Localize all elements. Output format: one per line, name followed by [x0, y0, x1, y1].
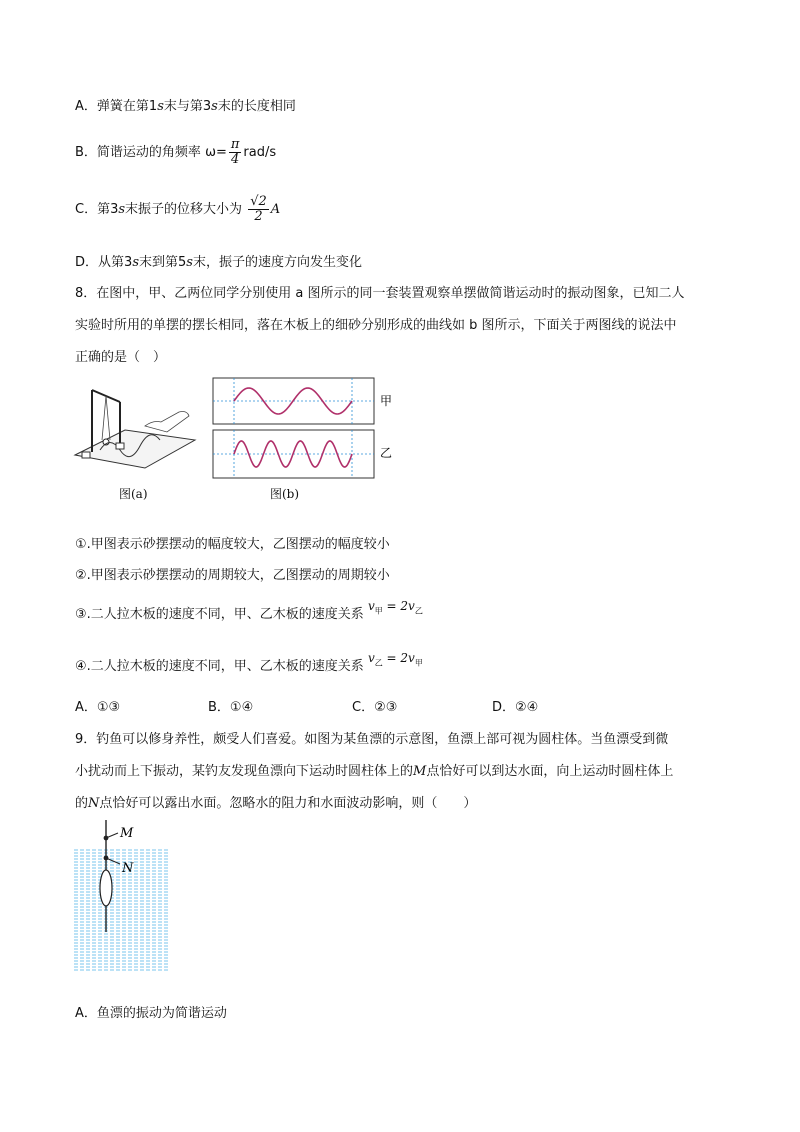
- q8-choice-a: A．①③: [75, 700, 121, 715]
- q7-option-c: C．第3s末振子的位移大小为 $\frac{√2}{2}$ A: [75, 194, 281, 224]
- q9-stem-line2: 小扰动而上下振动，某钓友发现鱼漂向下运动时圆柱体上的M点恰好可以到达水面，向上运动时圆柱体上: [75, 764, 674, 779]
- q8-item-3: ③.二人拉木板的速度不同，甲、乙木板的速度关系 $v_甲 = 2v_乙$: [75, 599, 423, 622]
- q8-item-1: ①.甲图表示砂摆摆动的幅度较大，乙图摆动的幅度较小: [75, 537, 390, 552]
- figure-b-traces: [212, 377, 392, 481]
- q9-option-a: A．鱼漂的振动为简谐运动: [75, 1006, 227, 1021]
- label-yi: 乙: [380, 446, 392, 460]
- water-hatching: [74, 850, 168, 970]
- label-N: N: [122, 861, 134, 876]
- q8-choice-d: D．②④: [492, 700, 539, 715]
- q8-choice-c: C．②③: [352, 700, 398, 715]
- q8-item-4: ④.二人拉木板的速度不同，甲、乙木板的速度关系 $v_乙 = 2v_甲$: [75, 651, 423, 674]
- figure-b-caption: 图(b): [270, 487, 300, 501]
- q7-option-a: A．弹簧在第1s末与第3s末的长度相同: [75, 99, 296, 114]
- equation-v-jia-2v-yi: $v_甲 = 2v_乙$: [367, 599, 423, 616]
- q9-stem-line1: 9．钓鱼可以修身养性，颇受人们喜爱。如图为某鱼漂的示意图，鱼漂上部可视为圆柱体。当鱼漂受到微: [75, 732, 669, 747]
- equation-v-yi-2v-jia: $v_乙 = 2v_甲$: [367, 651, 423, 668]
- q7-option-b: B．简谐运动的角频率 ω= $\frac{\pi}{4}$ rad/s: [75, 137, 277, 167]
- q8-stem-line1: 8．在图中，甲、乙两位同学分别使用 a 图所示的同一套装置观察单摆做简谐运动时的振动图象，已知二人: [75, 286, 685, 301]
- label-jia: 甲: [380, 394, 392, 408]
- figure-a-caption: 图(a): [119, 487, 148, 501]
- fraction-sqrt2-over-2: $\frac{√2}{2}$: [250, 194, 267, 224]
- fraction-pi-over-4: $\frac{\pi}{4}$: [230, 137, 240, 167]
- figure-a-sand-pendulum: [70, 380, 200, 475]
- q8-choice-b: B．①④: [208, 700, 254, 715]
- q8-stem-line3: 正确的是（ ）: [75, 350, 167, 365]
- label-M: M: [120, 826, 134, 841]
- q9-stem-line3: 的N点恰好可以露出水面。忽略水的阻力和水面波动影响，则（ ）: [75, 796, 477, 811]
- q8-stem-line2: 实验时所用的单摆的摆长相同，落在木板上的细砂分别形成的曲线如 b 图所示，下面关于两图线的说法中: [75, 318, 677, 333]
- q8-item-2: ②.甲图表示砂摆摆动的周期较大，乙图摆动的周期较小: [75, 568, 390, 583]
- figure-fishing-float: [72, 820, 172, 972]
- q7-option-d: D．从第3s末到第5s末，振子的速度方向发生变化: [75, 255, 362, 270]
